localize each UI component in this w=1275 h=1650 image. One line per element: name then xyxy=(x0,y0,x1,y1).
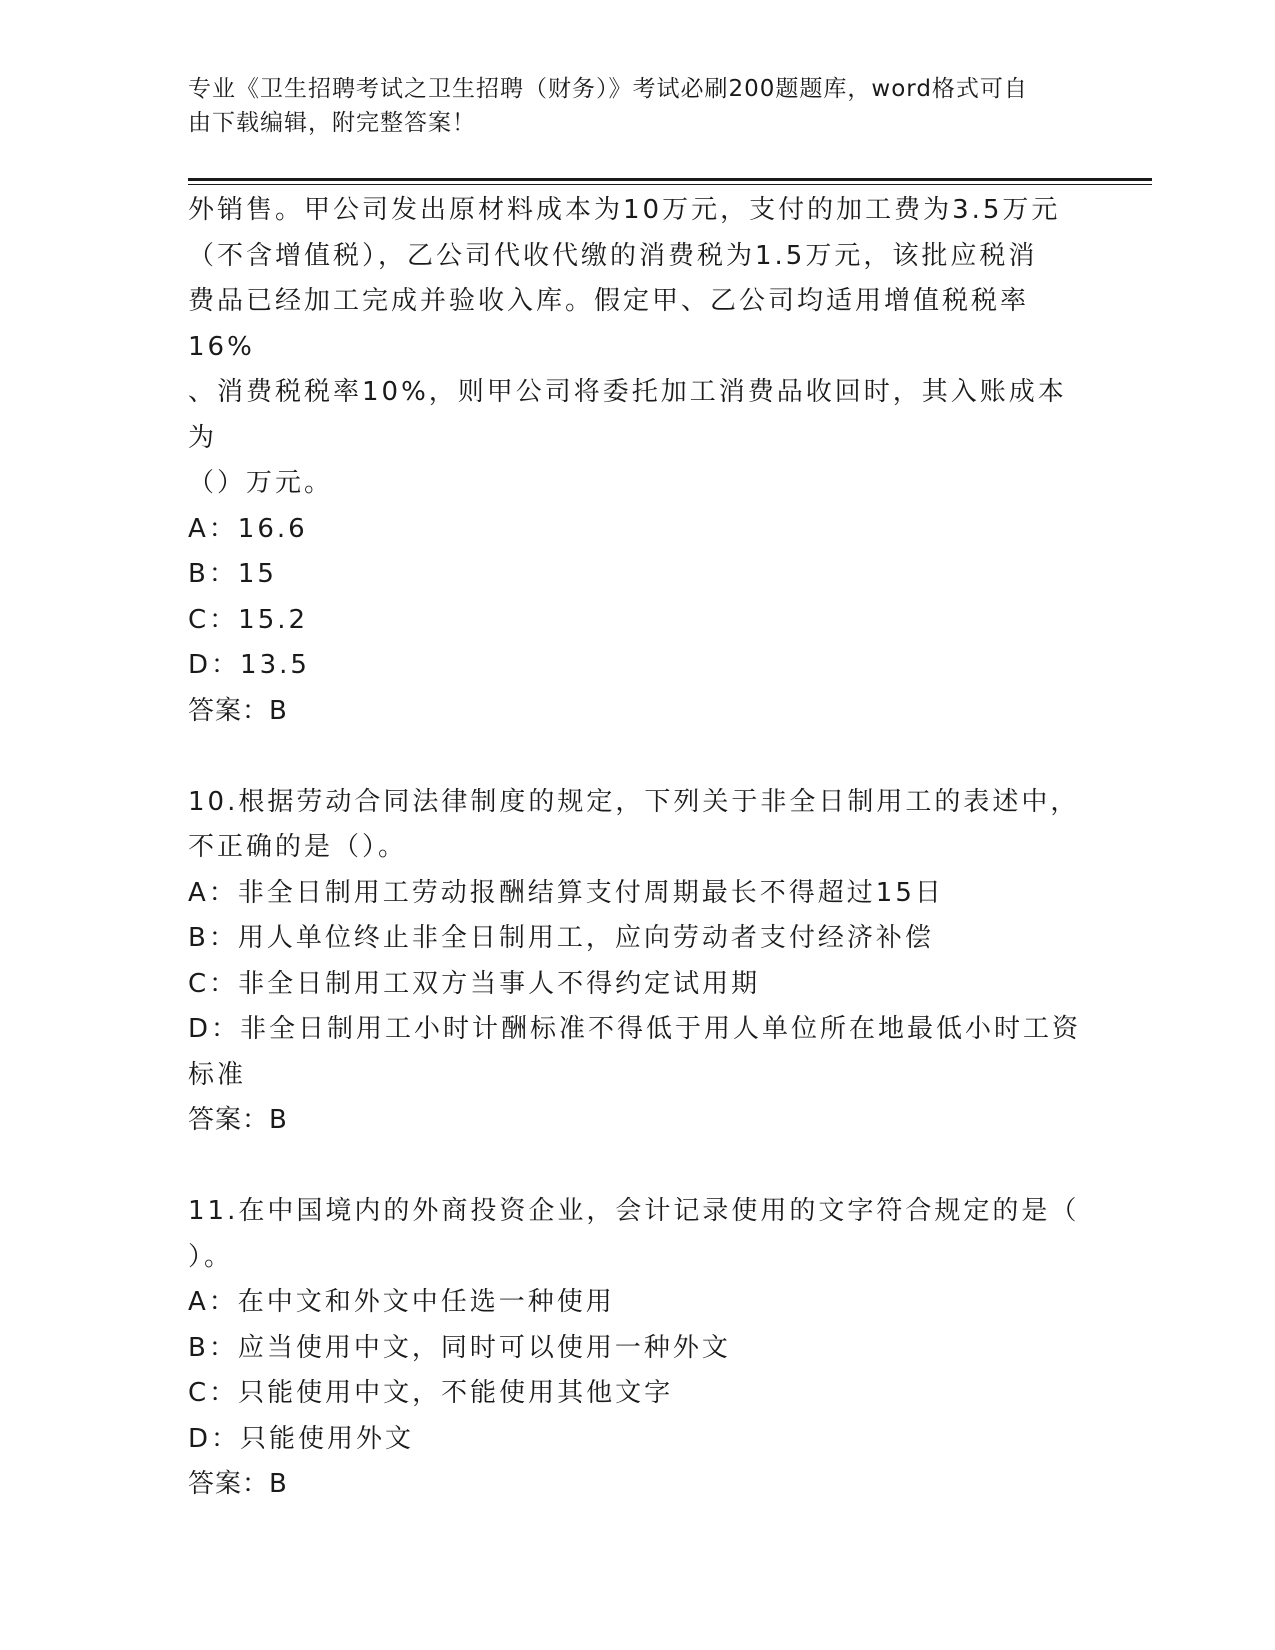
question-stem-line: ）。 xyxy=(188,1241,234,1272)
spacer xyxy=(188,1144,1088,1190)
question-11 xyxy=(188,1189,1088,1508)
question-stem-line: （）万元。 xyxy=(188,468,334,498)
option-a: A：非全日制用工劳动报酬结算支付周期最长不得超过15日 xyxy=(188,877,944,908)
question-stem-line: 外销售。甲公司发出原材料成本为10万元，支付的加工费为3.5万元 xyxy=(188,195,1061,225)
option-d: D：13.5 xyxy=(188,650,310,680)
answer-line: 答案：B xyxy=(188,1105,288,1135)
option-d: D：非全日制用工小时计酬标准不得低于用人单位所在地最低小时工资 xyxy=(188,1014,1082,1044)
option-a: A：16.6 xyxy=(188,513,308,544)
option-a: A：在中文和外文中任选一种使用 xyxy=(188,1287,615,1317)
question-stem-line: 11.在中国境内的外商投资企业，会计记录使用的文字符合规定的是（ xyxy=(188,1196,1080,1226)
option-d-continued: 标准 xyxy=(188,1059,247,1090)
question-9 xyxy=(188,188,1088,734)
document-header xyxy=(188,72,1068,140)
document-body xyxy=(188,188,1088,1508)
option-c: C：15.2 xyxy=(188,604,309,635)
option-c: C：只能使用中文，不能使用其他文字 xyxy=(188,1378,674,1408)
question-stem-line: 10.根据劳动合同法律制度的规定，下列关于非全日制用工的表述中， xyxy=(188,786,1080,817)
spacer xyxy=(188,734,1088,780)
option-b: B：用人单位终止非全日制用工，应向劳动者支付经济补偿 xyxy=(188,923,934,953)
option-b: B：应当使用中文，同时可以使用一种外文 xyxy=(188,1332,731,1363)
option-b: B：15 xyxy=(188,559,277,589)
answer-line: 答案：B xyxy=(188,695,288,726)
question-stem-line: 、消费税税率10%，则甲公司将委托加工消费品收回时，其入账成本为 xyxy=(188,377,1067,453)
question-stem-line: 费品已经加工完成并验收入库。假定甲、乙公司均适用增值税税率16% xyxy=(188,286,1030,362)
option-d: D：只能使用外文 xyxy=(188,1423,415,1454)
header-divider-thick xyxy=(188,178,1152,181)
question-10 xyxy=(188,780,1088,1144)
answer-line: 答案：B xyxy=(188,1469,288,1499)
header-divider-thin xyxy=(188,184,1152,185)
option-c: C：非全日制用工双方当事人不得约定试用期 xyxy=(188,968,761,999)
header-line: 专业《卫生招聘考试之卫生招聘（财务）》考试必刷200题题库，word格式可自 xyxy=(188,76,1028,102)
question-stem-line: 不正确的是（）。 xyxy=(188,832,408,862)
header-line: 由下载编辑，附完整答案！ xyxy=(188,110,476,136)
question-stem-line: （不含增值税），乙公司代收代缴的消费税为1.5万元，该批应税消 xyxy=(188,240,1038,271)
